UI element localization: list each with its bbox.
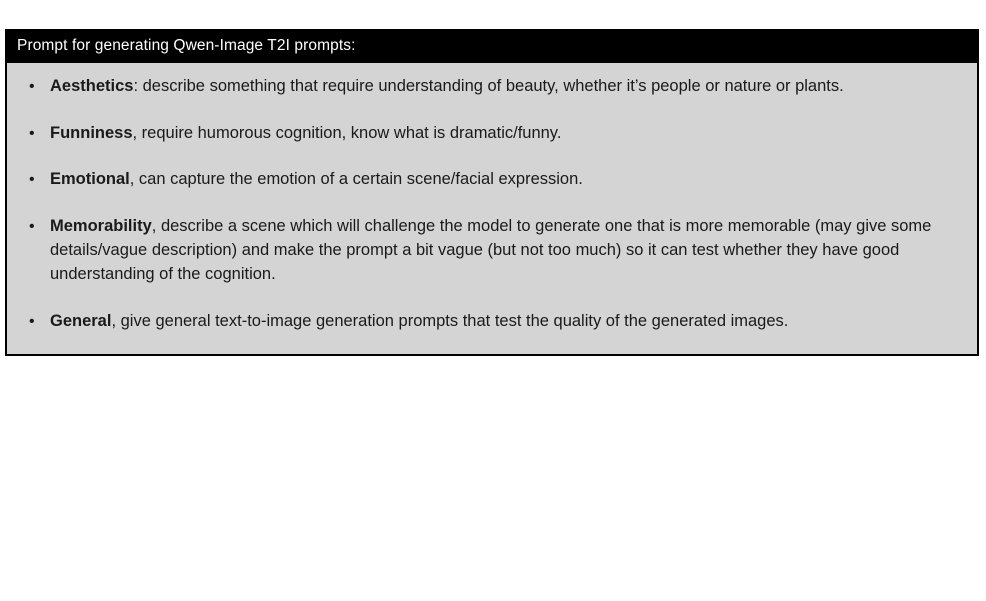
- bullet-marker-icon: •: [29, 218, 35, 236]
- prompt-box-body: [7, 63, 977, 354]
- list-item-term: General: [50, 312, 112, 331]
- prompt-bullet-list: [21, 75, 963, 334]
- prompt-box: [5, 29, 979, 356]
- bullet-marker-icon: •: [29, 313, 35, 331]
- list-item-description: , can capture the emotion of a certain scene/facial expression.: [129, 170, 583, 189]
- list-item-description: , give general text-to-image generation prompts that test the quality of the generated images.: [111, 312, 789, 331]
- list-item-text: [50, 312, 788, 330]
- list-item-term: Aesthetics: [50, 76, 134, 95]
- list-item-description: , require humorous cognition, know what is dramatic/funny.: [132, 123, 562, 142]
- list-item: [21, 310, 963, 334]
- list-item-text: [50, 217, 931, 283]
- list-item-term: Emotional: [50, 170, 130, 189]
- list-item: [21, 122, 963, 146]
- list-item: [21, 215, 963, 287]
- prompt-box-title: Prompt for generating Qwen-Image T2I prompts:: [7, 31, 977, 63]
- list-item-term: Memorability: [50, 217, 152, 236]
- list-item-text: [50, 170, 583, 188]
- list-item-description: : describe something that require understanding of beauty, whether it’s people or nature or plants.: [133, 76, 844, 95]
- list-item: [21, 75, 963, 99]
- list-item-description: , describe a scene which will challenge the model to generate one that is more memorable (may give some details/vague description) and make the prompt a bit vague (but not too much) so it can test whether they have good understanding of the cognition.: [50, 217, 932, 284]
- list-item-text: [50, 124, 561, 142]
- list-item-text: [50, 77, 844, 95]
- list-item-term: Funniness: [50, 123, 133, 142]
- bullet-marker-icon: •: [29, 171, 35, 189]
- bullet-marker-icon: •: [29, 77, 35, 95]
- list-item: [21, 168, 963, 192]
- bullet-marker-icon: •: [29, 124, 35, 142]
